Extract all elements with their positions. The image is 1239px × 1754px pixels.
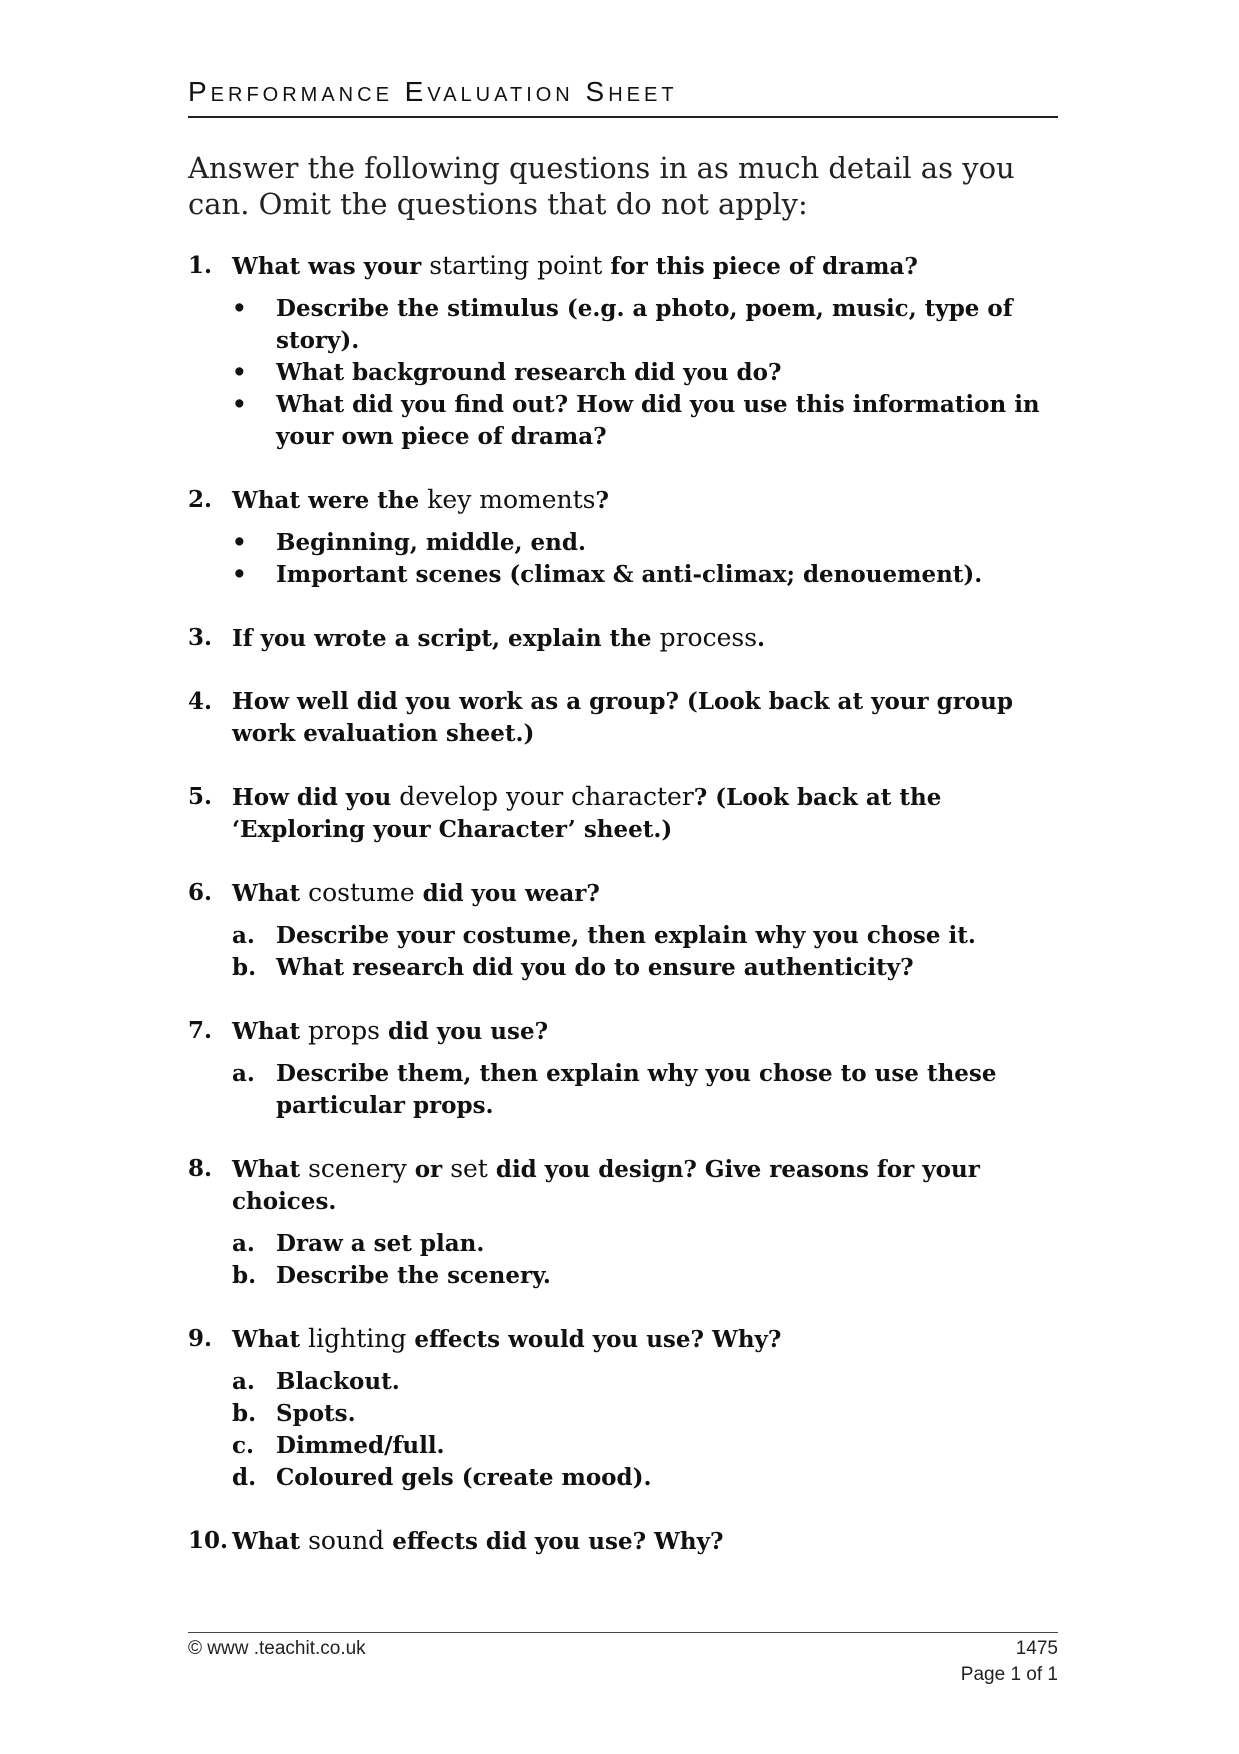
question-number: 8. (188, 1155, 213, 1182)
question-item (188, 877, 1068, 984)
question-number: 3. (188, 624, 213, 651)
question-text-part: What was your (232, 253, 430, 280)
sub-question-letter: a. (232, 922, 255, 949)
question-number: 6. (188, 879, 213, 906)
footer-copyright: © www .teachit.co.uk (188, 1638, 366, 1659)
bullet-marker: • (232, 359, 247, 386)
question-list (188, 250, 1068, 1589)
question-item (188, 1153, 1068, 1292)
sub-question-item (232, 1430, 1068, 1462)
question-heading (188, 1525, 1068, 1558)
bullet-marker: • (232, 529, 247, 556)
sub-question-letter: a. (232, 1368, 255, 1395)
question-item (188, 686, 1068, 750)
sub-question-text: Spots. (276, 1400, 356, 1427)
question-keyword: scenery (308, 1154, 407, 1183)
question-text (232, 622, 765, 655)
question-text (232, 1153, 1068, 1218)
question-text (232, 1015, 548, 1048)
question-heading (188, 1015, 1068, 1048)
question-text-part: What (232, 1326, 309, 1353)
question-text-part: or (406, 1156, 451, 1183)
sub-question-item (232, 1462, 1068, 1494)
question-text (232, 877, 600, 910)
question-text-part: for this piece of drama? (602, 253, 918, 280)
question-item (188, 250, 1068, 453)
question-item (188, 1323, 1068, 1494)
sub-question-text: What research did you do to ensure authenticity? (276, 954, 914, 981)
sub-question-item (232, 1228, 1068, 1260)
question-text-part: effects did you use? Why? (384, 1528, 724, 1555)
question-text (232, 1323, 781, 1356)
question-number: 2. (188, 486, 213, 513)
sub-question-item (232, 357, 1068, 389)
sub-question-text: Describe them, then explain why you chose to use these particular props. (276, 1060, 997, 1119)
sub-question-list (232, 1058, 1068, 1122)
question-keyword: set (450, 1154, 488, 1183)
sub-question-text: Describe the scenery. (276, 1262, 551, 1289)
question-heading (188, 1323, 1068, 1356)
sub-question-text: Important scenes (climax & anti-climax; denouement). (276, 561, 983, 588)
question-number: 5. (188, 783, 213, 810)
question-text (232, 484, 609, 517)
sub-question-item (232, 293, 1068, 357)
sub-question-letter: b. (232, 1262, 257, 1289)
question-keyword: props (308, 1016, 380, 1045)
question-text-part: How well did you work as a group? (Look back at your group work evaluation sheet.) (232, 688, 1013, 747)
question-text-part: did you design? Give reasons for your choices. (232, 1156, 980, 1215)
question-text-part: . (757, 625, 766, 652)
intro-text: Answer the following questions in as much detail as you can. Omit the questions that do not apply: (188, 151, 1015, 221)
question-item (188, 781, 1068, 846)
question-number: 4. (188, 688, 213, 715)
question-text-part: What (232, 1156, 309, 1183)
sub-question-list (232, 293, 1068, 453)
question-keyword: lighting (308, 1324, 407, 1353)
sub-question-item (232, 559, 1068, 591)
question-text (232, 250, 918, 283)
question-item (188, 1015, 1068, 1122)
sub-question-item (232, 1260, 1068, 1292)
sub-question-text: Beginning, middle, end. (276, 529, 586, 556)
footer-page-info (961, 1636, 1058, 1688)
question-heading (188, 1153, 1068, 1218)
footer-divider (188, 1632, 1058, 1633)
question-heading (188, 686, 1068, 750)
sub-question-list (232, 1366, 1068, 1494)
question-keyword: starting point (429, 251, 603, 280)
sub-question-text: What background research did you do? (276, 359, 782, 386)
question-heading (188, 484, 1068, 517)
question-keyword: costume (308, 878, 415, 907)
sub-question-item (232, 527, 1068, 559)
bullet-marker: • (232, 295, 247, 322)
question-text (232, 686, 1068, 750)
sub-question-text: Blackout. (276, 1368, 400, 1395)
sub-question-letter: c. (232, 1432, 255, 1459)
bullet-marker: • (232, 561, 247, 588)
question-text-part: What were the (232, 487, 428, 514)
sub-question-text: Coloured gels (create mood). (276, 1464, 652, 1491)
sub-question-letter: a. (232, 1230, 255, 1257)
question-text (232, 781, 1068, 846)
question-text-part: What (232, 1528, 309, 1555)
page-title: Performance Evaluation Sheet (188, 74, 1058, 118)
sub-question-list (232, 527, 1068, 591)
question-heading (188, 622, 1068, 655)
sub-question-item (232, 389, 1068, 453)
sub-question-letter: d. (232, 1464, 257, 1491)
sub-question-item (232, 920, 1068, 952)
bullet-marker: • (232, 391, 247, 418)
sub-question-letter: a. (232, 1060, 255, 1087)
question-text-part: effects would you use? Why? (406, 1326, 782, 1353)
question-text (232, 1525, 723, 1558)
question-number: 10. (188, 1527, 229, 1554)
sub-question-list (232, 920, 1068, 984)
question-text-part: If you wrote a script, explain the (232, 625, 660, 652)
question-heading (188, 877, 1068, 910)
question-keyword: process (659, 623, 758, 652)
sub-question-item (232, 1398, 1068, 1430)
question-keyword: key moments (427, 485, 596, 514)
sub-question-item (232, 1058, 1068, 1122)
footer-doc-number: 1475 (1015, 1638, 1058, 1659)
question-heading (188, 250, 1068, 283)
question-number: 7. (188, 1017, 213, 1044)
question-text-part: ? (Look back at the ‘Exploring your Character’ sheet.) (232, 784, 942, 843)
question-keyword: sound (308, 1526, 385, 1555)
question-keyword: develop your character (399, 782, 694, 811)
sub-question-letter: b. (232, 954, 257, 981)
question-text-part: What (232, 1018, 309, 1045)
question-text-part: ? (595, 487, 609, 514)
footer-page-number: Page 1 of 1 (960, 1664, 1058, 1685)
sub-question-list (232, 1228, 1068, 1292)
sub-question-text: Describe your costume, then explain why you chose it. (276, 922, 976, 949)
sub-question-text: Draw a set plan. (276, 1230, 485, 1257)
question-item (188, 622, 1068, 655)
question-number: 1. (188, 252, 213, 279)
sub-question-text: Dimmed/full. (276, 1432, 445, 1459)
sub-question-text: What did you find out? How did you use this information in your own piece of drama? (276, 391, 1040, 450)
question-item (188, 1525, 1068, 1558)
question-number: 9. (188, 1325, 213, 1352)
sub-question-text: Describe the stimulus (e.g. a photo, poem, music, type of story). (276, 295, 1013, 354)
sub-question-letter: b. (232, 1400, 257, 1427)
question-heading (188, 781, 1068, 846)
sub-question-item (232, 1366, 1068, 1398)
question-item (188, 484, 1068, 591)
question-text-part: How did you (232, 784, 400, 811)
question-text-part: What (232, 880, 309, 907)
sub-question-item (232, 952, 1068, 984)
question-text-part: did you wear? (414, 880, 600, 907)
question-text-part: did you use? (379, 1018, 549, 1045)
